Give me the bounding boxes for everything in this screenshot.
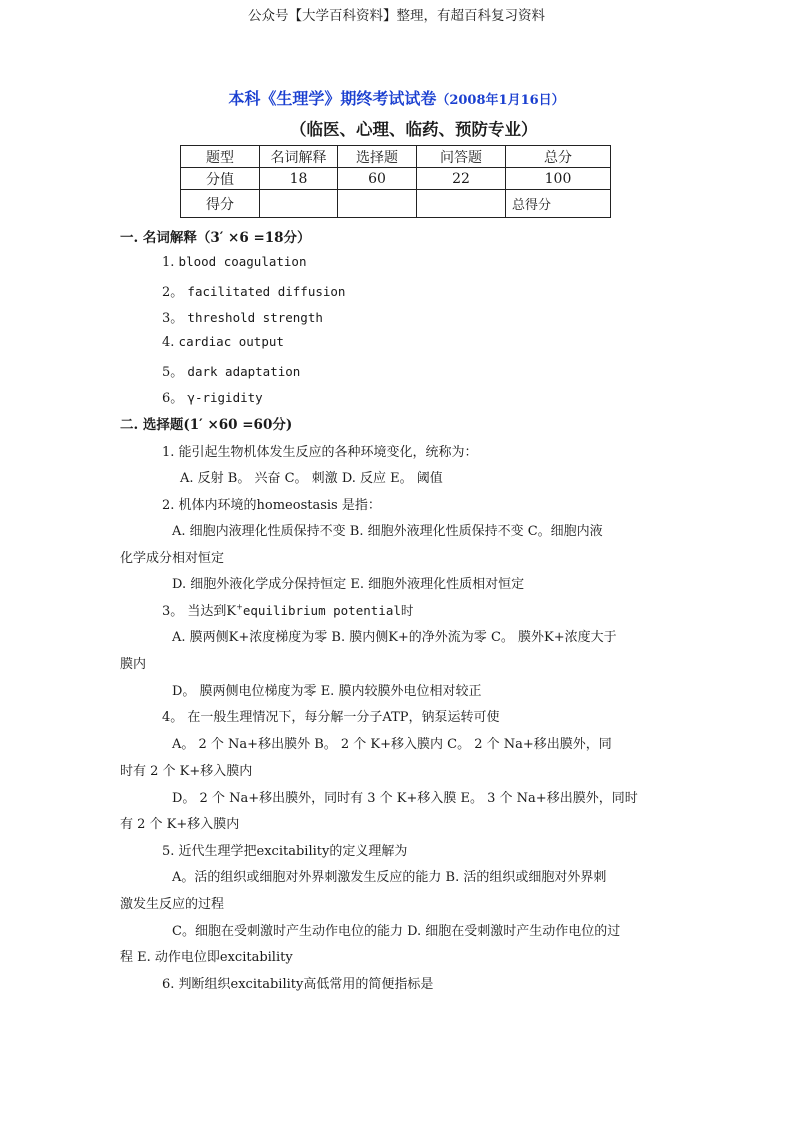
score-header-cell: 题型 <box>181 146 260 168</box>
superscript-plus: + <box>236 602 243 612</box>
term-text: blood coagulation <box>178 254 307 269</box>
term-number: 6。 <box>162 391 184 406</box>
exam-subtitle: （临医、心理、临药、预防专业） <box>290 120 538 139</box>
total-score-cell: 总得分 <box>506 190 611 218</box>
score-header-cell: 名词解释 <box>260 146 338 168</box>
term-item <box>162 334 284 350</box>
question-stem: 2. 机体内环境的homeostasis 是指： <box>162 498 381 513</box>
question-stem: 6. 判断组织excitability高低常用的简便指标是 <box>162 977 434 992</box>
question-stem: 1. 能引起生物机体发生反应的各种环境变化，统称为： <box>162 445 478 460</box>
score-table-value-row <box>181 168 611 190</box>
term-text: γ-rigidity <box>187 390 263 405</box>
score-label-cell: 得分 <box>181 190 260 218</box>
score-value-cell: 100 <box>506 168 611 190</box>
term-number: 2。 <box>162 285 184 300</box>
question-options: A。活的组织或细胞对外界刺激发生反应的能力 B. 活的组织或细胞对外界刺 <box>172 870 607 885</box>
section1-heading: 一. 名词解释（3′ ×6 =18分） <box>120 230 311 246</box>
score-header-cell: 总分 <box>506 146 611 168</box>
term-text: cardiac output <box>178 334 284 349</box>
score-table-header-row <box>181 146 611 168</box>
exam-title-main: 本科《生理学》期终考试试卷 <box>228 89 437 108</box>
question-stem-prefix: 3。 当达到K <box>162 604 237 619</box>
term-item <box>162 387 263 406</box>
question-options: 时有 2 个 K+移入膜内 <box>120 764 253 779</box>
score-value-cell: 60 <box>338 168 417 190</box>
score-value-cell: 22 <box>417 168 506 190</box>
question-options: D。 膜两侧电位梯度为零 E. 膜内较膜外电位相对较正 <box>172 684 482 699</box>
section2-heading: 二. 选择题(1′ ×60 =60分) <box>120 417 293 433</box>
question-options: 化学成分相对恒定 <box>120 551 225 566</box>
term-number: 1. <box>162 255 175 270</box>
exam-title <box>0 86 793 109</box>
question-options: 膜内 <box>120 657 147 672</box>
term-text: threshold strength <box>187 310 323 325</box>
term-number: 5。 <box>162 365 184 380</box>
question-options: A. 细胞内液理化性质保持不变 B. 细胞外液理化性质保持不变 C。细胞内液 <box>172 524 603 539</box>
term-text: facilitated diffusion <box>187 284 346 299</box>
score-header-cell: 问答题 <box>417 146 506 168</box>
score-table <box>180 145 611 218</box>
question-stem <box>162 600 413 619</box>
question-stem: 5. 近代生理学把excitability的定义理解为 <box>162 844 408 859</box>
score-header-cell: 选择题 <box>338 146 417 168</box>
question-options: 程 E. 动作电位即excitability <box>120 950 293 965</box>
score-entry-cell <box>338 190 417 218</box>
question-options: C。细胞在受刺激时产生动作电位的能力 D. 细胞在受刺激时产生动作电位的过 <box>172 924 621 939</box>
question-options: D. 细胞外液化学成分保持恒定 E. 细胞外液理化性质相对恒定 <box>172 577 525 592</box>
question-options: D。 2 个 Na+移出膜外，同时有 3 个 K+移入膜 E。 3 个 Na+移出膜外，同时 <box>172 791 638 806</box>
score-value-cell: 分值 <box>181 168 260 190</box>
question-options: A. 膜两侧K+浓度梯度为零 B. 膜内侧K+的净外流为零 C。 膜外K+浓度大于 <box>172 630 617 645</box>
question-options: A。 2 个 Na+移出膜外 B。 2 个 K+移入膜内 C。 2 个 Na+移出膜外，同 <box>172 737 612 752</box>
page-header: 公众号【大学百科资料】整理，有超百科复习资料 <box>248 8 545 24</box>
question-stem-suffix: equilibrium potential时 <box>242 603 414 618</box>
term-item <box>162 254 306 270</box>
question-options: 激发生反应的过程 <box>120 897 225 912</box>
question-stem: 4。 在一般生理情况下，每分解一分子ATP，钠泵运转可使 <box>162 710 500 725</box>
score-table-score-row <box>181 190 611 218</box>
question-options: A. 反射 B。 兴奋 C。 刺激 D. 反应 E。 阈值 <box>180 471 443 486</box>
question-options: 有 2 个 K+移入膜内 <box>120 817 240 832</box>
term-number: 3。 <box>162 311 184 326</box>
term-item <box>162 307 323 326</box>
term-text: dark adaptation <box>187 364 301 379</box>
exam-date: （2008年1月16日） <box>436 93 565 108</box>
term-number: 4. <box>162 335 175 350</box>
score-value-cell: 18 <box>260 168 338 190</box>
score-entry-cell <box>260 190 338 218</box>
term-item <box>162 281 345 300</box>
score-entry-cell <box>417 190 506 218</box>
term-item <box>162 361 300 380</box>
